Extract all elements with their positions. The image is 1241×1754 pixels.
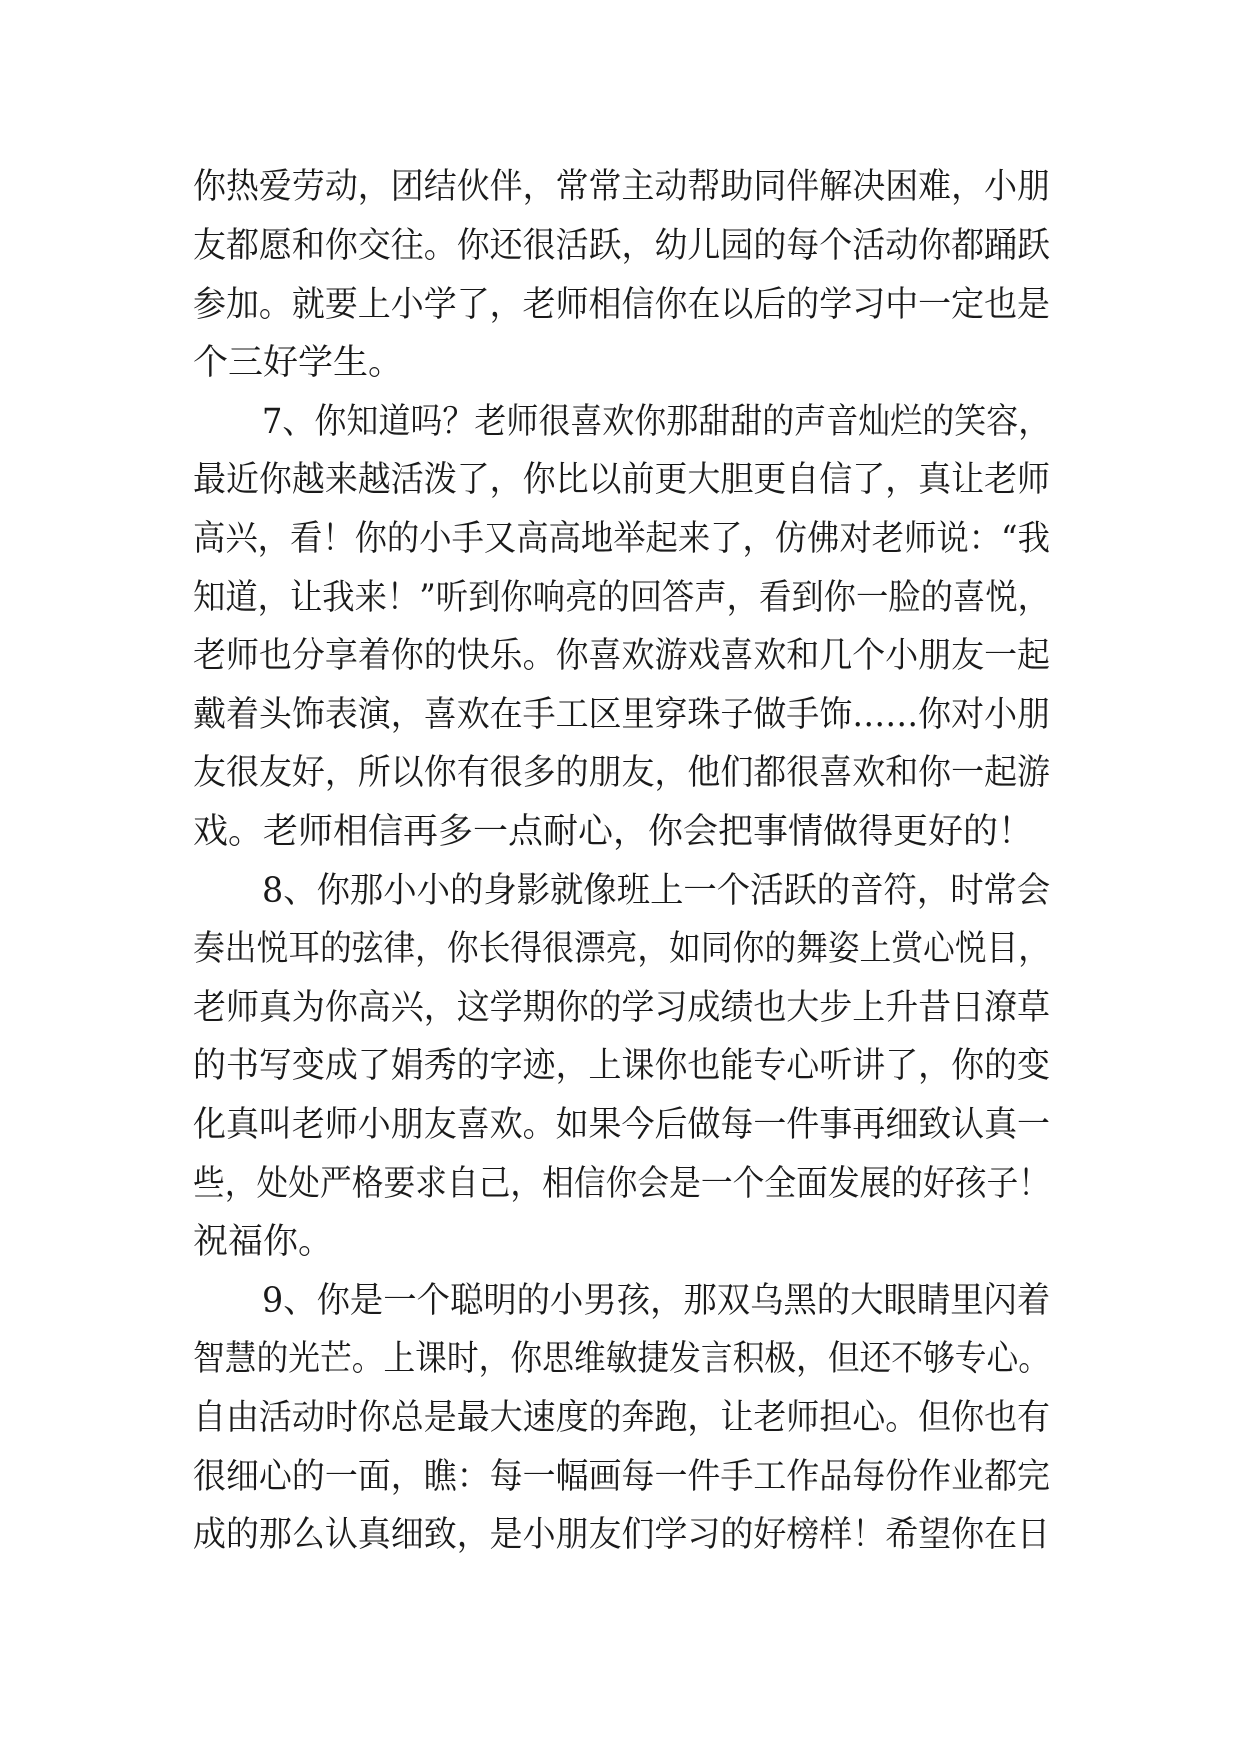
text-line: 老师也分享着你的快乐。你喜欢游戏喜欢和几个小朋友一起: [193, 636, 1051, 676]
text-line: 个三好学生。: [193, 343, 404, 383]
text-line: 成的那么认真细致，是小朋友们学习的好榜样！希望你在日: [193, 1515, 1051, 1555]
text-line: 智慧的光芒。上课时，你思维敏捷发言积极，但还不够专心。: [193, 1339, 1051, 1379]
text-line: 自由活动时你总是最大速度的奔跑，让老师担心。但你也有: [193, 1398, 1051, 1438]
text-line: 些，处处严格要求自己，相信你会是一个全面发展的好孩子！: [193, 1164, 1051, 1204]
text-line: 友很友好，所以你有很多的朋友，他们都很喜欢和你一起游: [193, 753, 1051, 793]
text-line: 老师真为你高兴，这学期你的学习成绩也大步上升昔日潦草: [193, 988, 1051, 1028]
text-line: 8、你那小小的身影就像班上一个活跃的音符，时常会: [262, 871, 1051, 911]
text-line: 化真叫老师小朋友喜欢。如果今后做每一件事再细致认真一: [193, 1105, 1051, 1145]
text-line: 知道，让我来！”听到你响亮的回答声，看到你一脸的喜悦，: [193, 578, 1050, 618]
text-line: 祝福你。: [193, 1222, 334, 1262]
text-line: 戏。老师相信再多一点耐心，你会把事情做得更好的！: [193, 812, 1034, 852]
text-line: 戴着头饰表演，喜欢在手工区里穿珠子做手饰……你对小朋: [193, 695, 1051, 735]
text-line: 友都愿和你交往。你还很活跃，幼儿园的每个活动你都踊跃: [193, 226, 1051, 266]
text-line: 很细心的一面，瞧：每一幅画每一件手工作品每份作业都完: [193, 1457, 1051, 1497]
text-line: 奏出悦耳的弦律，你长得很漂亮，如同你的舞姿上赏心悦目，: [193, 929, 1051, 969]
text-line: 你热爱劳动，团结伙伴，常常主动帮助同伴解决困难，小朋: [193, 167, 1051, 207]
text-line: 9、你是一个聪明的小男孩，那双乌黑的大眼睛里闪着: [262, 1281, 1051, 1321]
text-line: 7、你知道吗？老师很喜欢你那甜甜的声音灿烂的笑容，: [262, 402, 1051, 442]
text-line: 最近你越来越活泼了，你比以前更大胆更自信了，真让老师: [193, 460, 1051, 500]
text-line: 的书写变成了娟秀的字迹，上课你也能专心听讲了，你的变: [193, 1046, 1051, 1086]
text-line: 高兴，看！你的小手又高高地举起来了，仿佛对老师说：“我: [193, 519, 1050, 559]
text-line: 参加。就要上小学了，老师相信你在以后的学习中一定也是: [193, 285, 1051, 325]
